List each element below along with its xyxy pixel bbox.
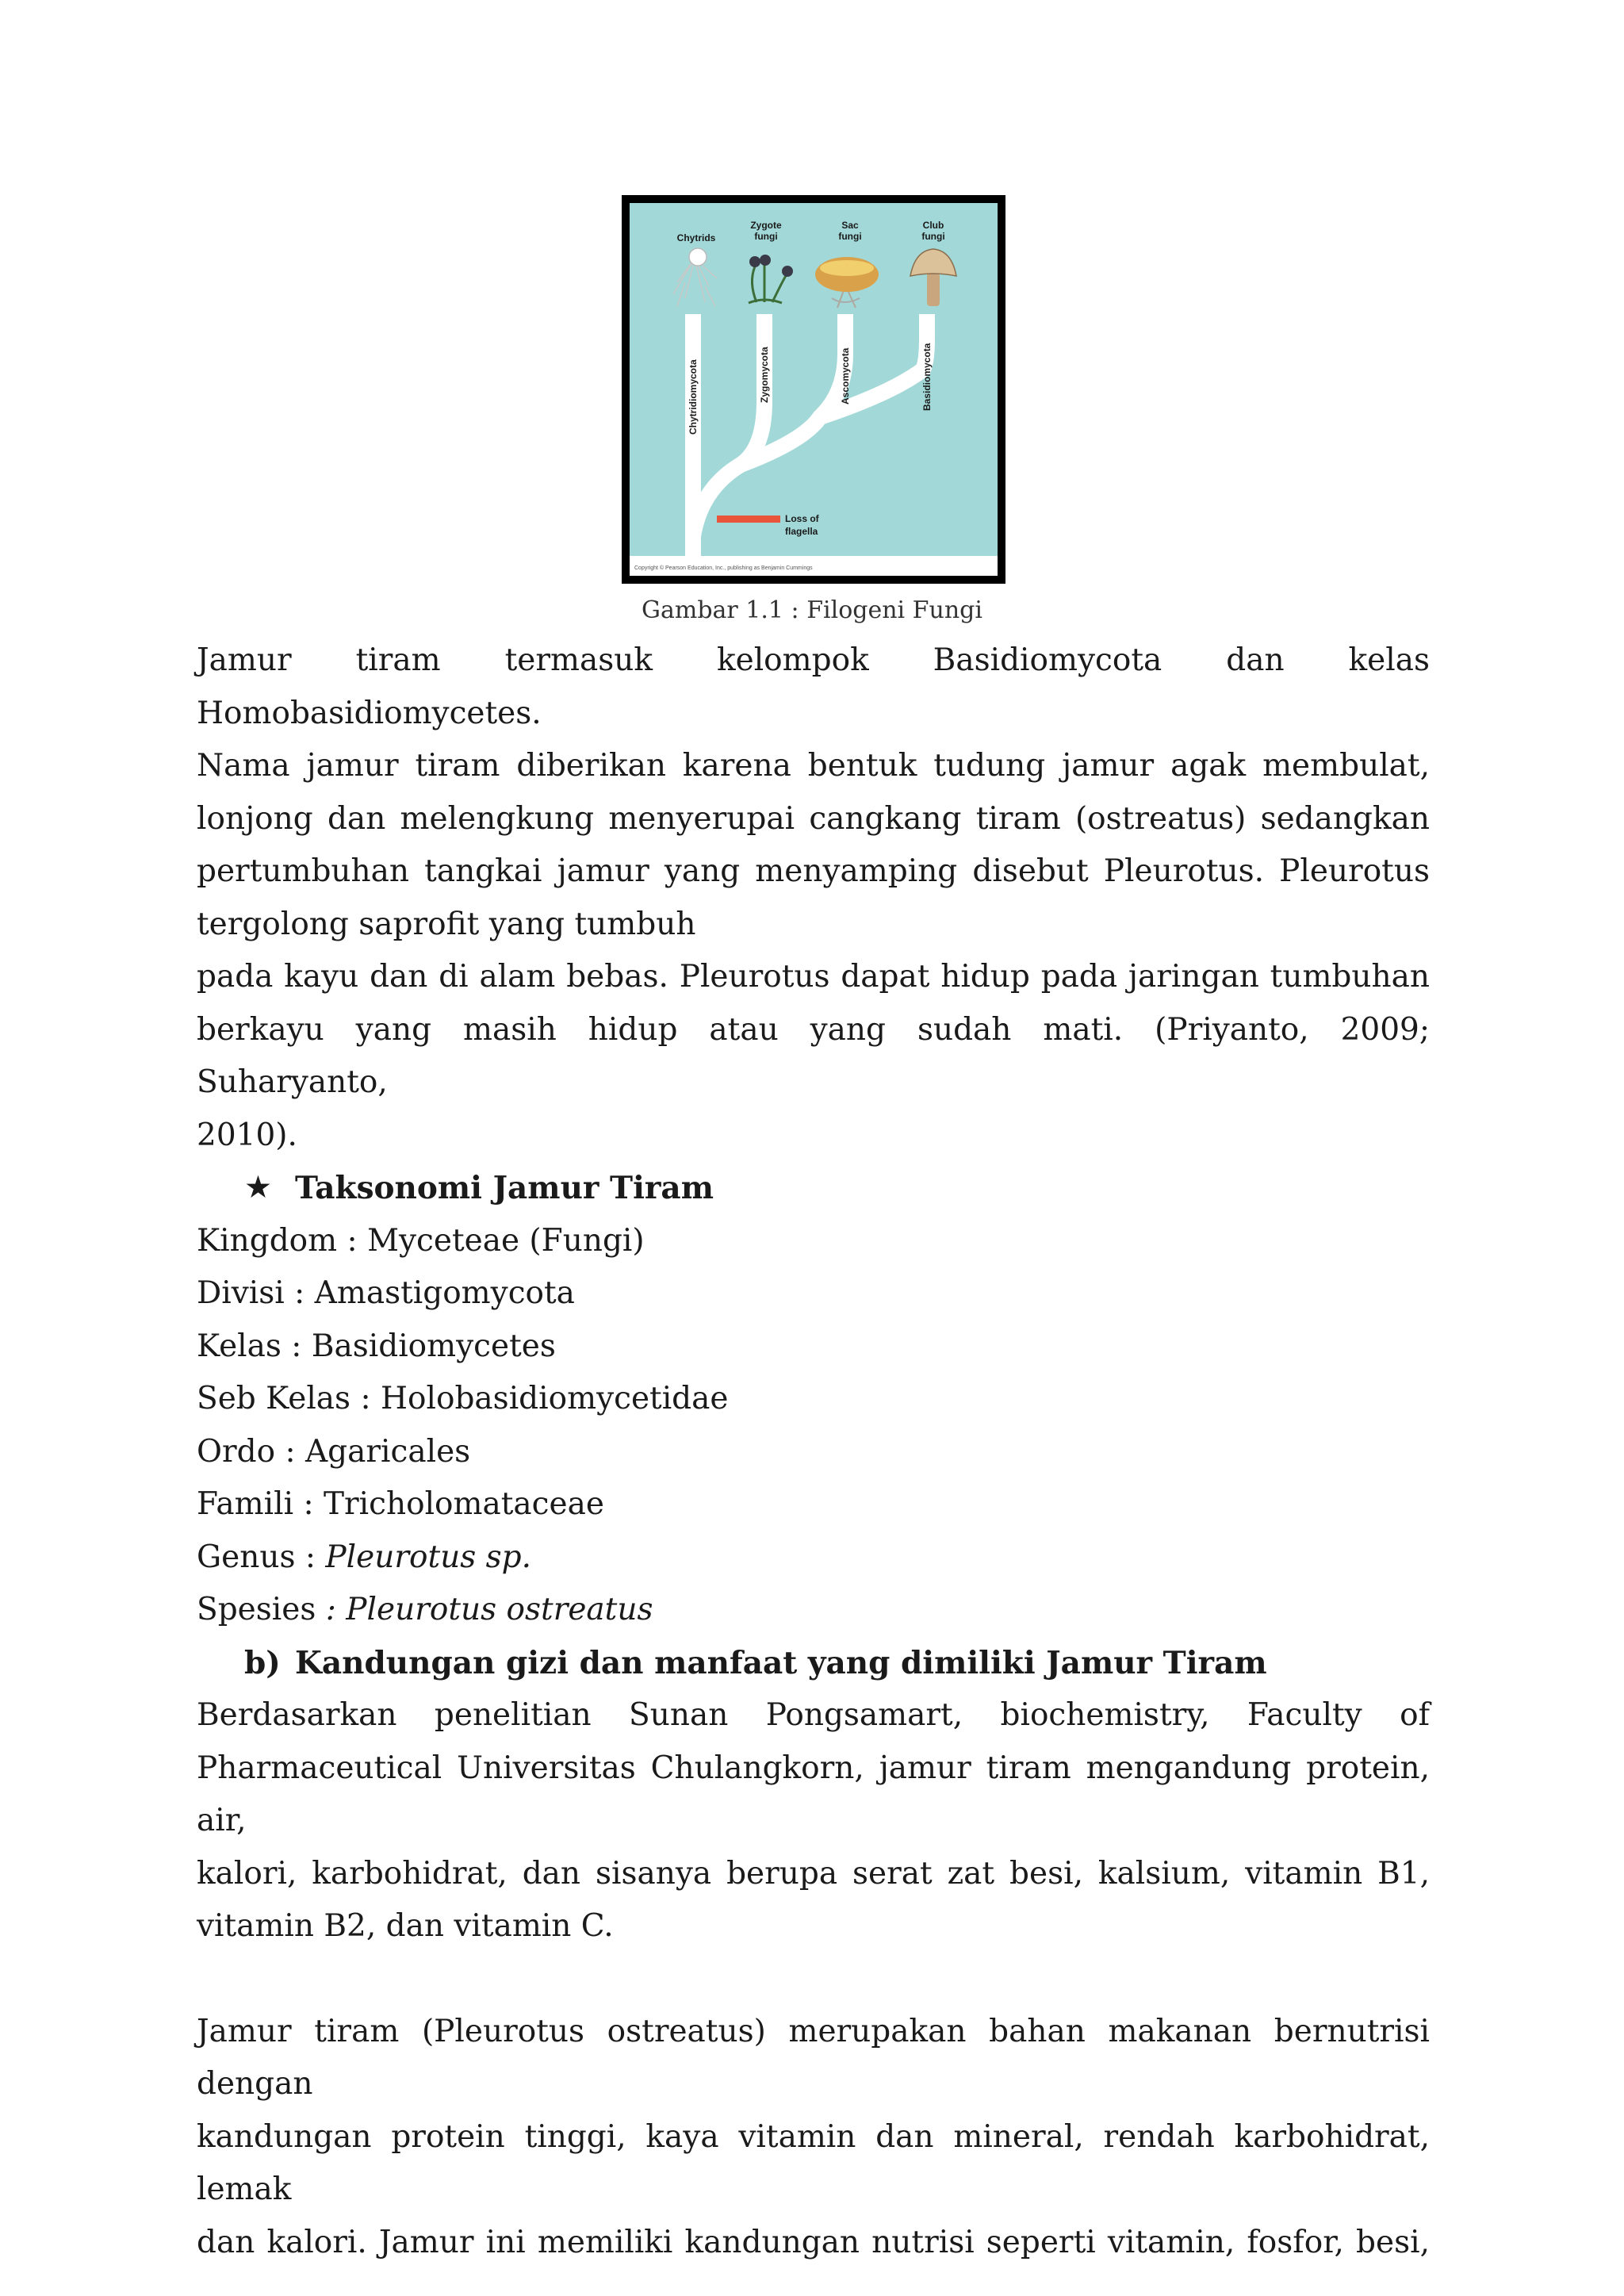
- paragraph-line: tergolong saprofit yang tumbuh: [197, 906, 696, 942]
- taxonomy-label: Spesies: [197, 1592, 326, 1627]
- paragraph-spacer: [197, 1953, 1430, 2006]
- taxonomy-row-kelas: [197, 1320, 1430, 1374]
- taxonomy-label: Seb Kelas :: [197, 1381, 381, 1416]
- taxonomy-row-ordo: [197, 1426, 1430, 1479]
- taxonomy-value: Myceteae (Fungi): [367, 1222, 645, 1259]
- club-fungi-illustration: [910, 249, 956, 306]
- header-sac-fungi: fungi: [838, 231, 862, 242]
- star-bullet-icon: ★: [244, 1170, 272, 1205]
- taxonomy-row-famili: [197, 1478, 1430, 1531]
- label-chytridiomycota: Chytridiomycota: [688, 359, 699, 435]
- section-b-heading: [244, 1637, 1430, 1690]
- paragraph-nutrition: [197, 1689, 1430, 1953]
- header-zygote-fungi: fungi: [754, 231, 778, 242]
- taxonomy-value: Tricholomataceae: [324, 1486, 604, 1522]
- flagella-loss-bar: [717, 516, 780, 523]
- paragraph-line: Jamur tiram termasuk kelompok Basidiomycota dan kelas Homobasidiomycetes.: [197, 642, 1430, 731]
- paragraph-line: berkayu yang masih hidup atau yang sudah mati. (Priyanto, 2009; Suharyanto,: [197, 1011, 1430, 1100]
- taxonomy-heading: [244, 1162, 1430, 1215]
- paragraph-line: lonjong dan melengkung menyerupai cangkang tiram (ostreatus) sedangkan: [197, 800, 1430, 837]
- taxonomy-row-seb-kelas: [197, 1373, 1430, 1426]
- taxonomy-row-kingdom: [197, 1215, 1430, 1268]
- taxonomy-label: Ordo :: [197, 1433, 305, 1470]
- chytrid-illustration: [673, 248, 717, 306]
- zygote-fungi-illustration: [749, 255, 793, 303]
- section-b-marker: b): [244, 1644, 281, 1681]
- taxonomy-value: Amastigomycota: [314, 1275, 575, 1311]
- document-body: [197, 634, 1430, 2269]
- paragraph-habitat: [197, 951, 1430, 1162]
- paragraph-line: dan kalori. Jamur ini memiliki kandungan nutrisi seperti vitamin, fosfor, besi,: [197, 2224, 1430, 2260]
- label-loss-of: Loss of: [785, 513, 819, 524]
- taxonomy-list: [197, 1215, 1430, 1637]
- paragraph-line: Nama jamur tiram diberikan karena bentuk tudung jamur agak membulat,: [197, 748, 1430, 784]
- paragraph-line: kalori, karbohidrat, dan sisanya berupa serat zat besi, kalsium, vitamin B1,: [197, 1855, 1430, 1892]
- label-ascomycota: Ascomycota: [840, 347, 851, 404]
- sac-fungi-illustration: [815, 257, 879, 308]
- taxonomy-row-divisi: [197, 1267, 1430, 1320]
- header-club-fungi: fungi: [921, 231, 945, 242]
- label-zygomycota: Zygomycota: [759, 347, 770, 403]
- taxonomy-label: Divisi :: [197, 1275, 315, 1311]
- paragraph-intro: [197, 634, 1430, 951]
- taxonomy-value: Agaricales: [305, 1433, 471, 1470]
- taxonomy-value: Pleurotus sp.: [325, 1539, 532, 1575]
- paragraph-line: 2010).: [197, 1117, 297, 1153]
- taxonomy-heading-text: Taksonomi Jamur Tiram: [295, 1170, 714, 1206]
- label-basidiomycota: Basidiomycota: [921, 343, 933, 411]
- phylogeny-figure: [622, 195, 1005, 584]
- paragraph-line: pada kayu dan di alam bebas. Pleurotus dapat hidup pada jaringan tumbuhan: [197, 959, 1430, 995]
- taxonomy-row-genus: [197, 1531, 1430, 1585]
- taxonomy-label: Genus :: [197, 1539, 326, 1575]
- taxonomy-label: Kingdom :: [197, 1222, 368, 1259]
- header-sac: Sac: [841, 220, 859, 231]
- label-flagella: flagella: [785, 526, 818, 537]
- taxonomy-value: Holobasidiomycetidae: [381, 1381, 729, 1416]
- paragraph-line: pertumbuhan tangkai jamur yang menyamping disebut Pleurotus. Pleurotus: [197, 853, 1430, 889]
- header-chytrids: Chytrids: [676, 232, 716, 243]
- paragraph-line: kandungan protein tinggi, kaya vitamin dan mineral, rendah karbohidrat, lemak: [197, 2118, 1430, 2207]
- section-b-heading-text: Kandungan gizi dan manfaat yang dimiliki Jamur Tiram: [295, 1644, 1267, 1681]
- taxonomy-value: Basidiomycetes: [311, 1328, 556, 1364]
- copyright-text: Copyright © Pearson Education, Inc., publishing as Benjamin Cummings: [634, 565, 813, 571]
- taxonomy-label: Kelas :: [197, 1328, 312, 1364]
- branch-zygomycota: [693, 314, 764, 536]
- taxonomy-value: : Pleurotus ostreatus: [325, 1592, 653, 1627]
- paragraph-benefits: [197, 2006, 1430, 2270]
- taxonomy-row-spesies: [197, 1584, 1430, 1637]
- header-club: Club: [922, 220, 944, 231]
- paragraph-line: Berdasarkan penelitian Sunan Pongsamart, biochemistry, Faculty of: [197, 1697, 1430, 1733]
- paragraph-line: vitamin B2, dan vitamin C.: [197, 1908, 614, 1944]
- figure-caption: Gambar 1.1 : Filogeni Fungi: [642, 596, 982, 624]
- taxonomy-label: Famili :: [197, 1486, 324, 1522]
- phylogeny-diagram: [630, 203, 998, 576]
- paragraph-line: Pharmaceutical Universitas Chulangkorn, jamur tiram mengandung protein, air,: [197, 1750, 1430, 1838]
- header-zygote: Zygote: [750, 220, 782, 231]
- paragraph-line: Jamur tiram (Pleurotus ostreatus) merupakan bahan makanan bernutrisi dengan: [197, 2013, 1430, 2102]
